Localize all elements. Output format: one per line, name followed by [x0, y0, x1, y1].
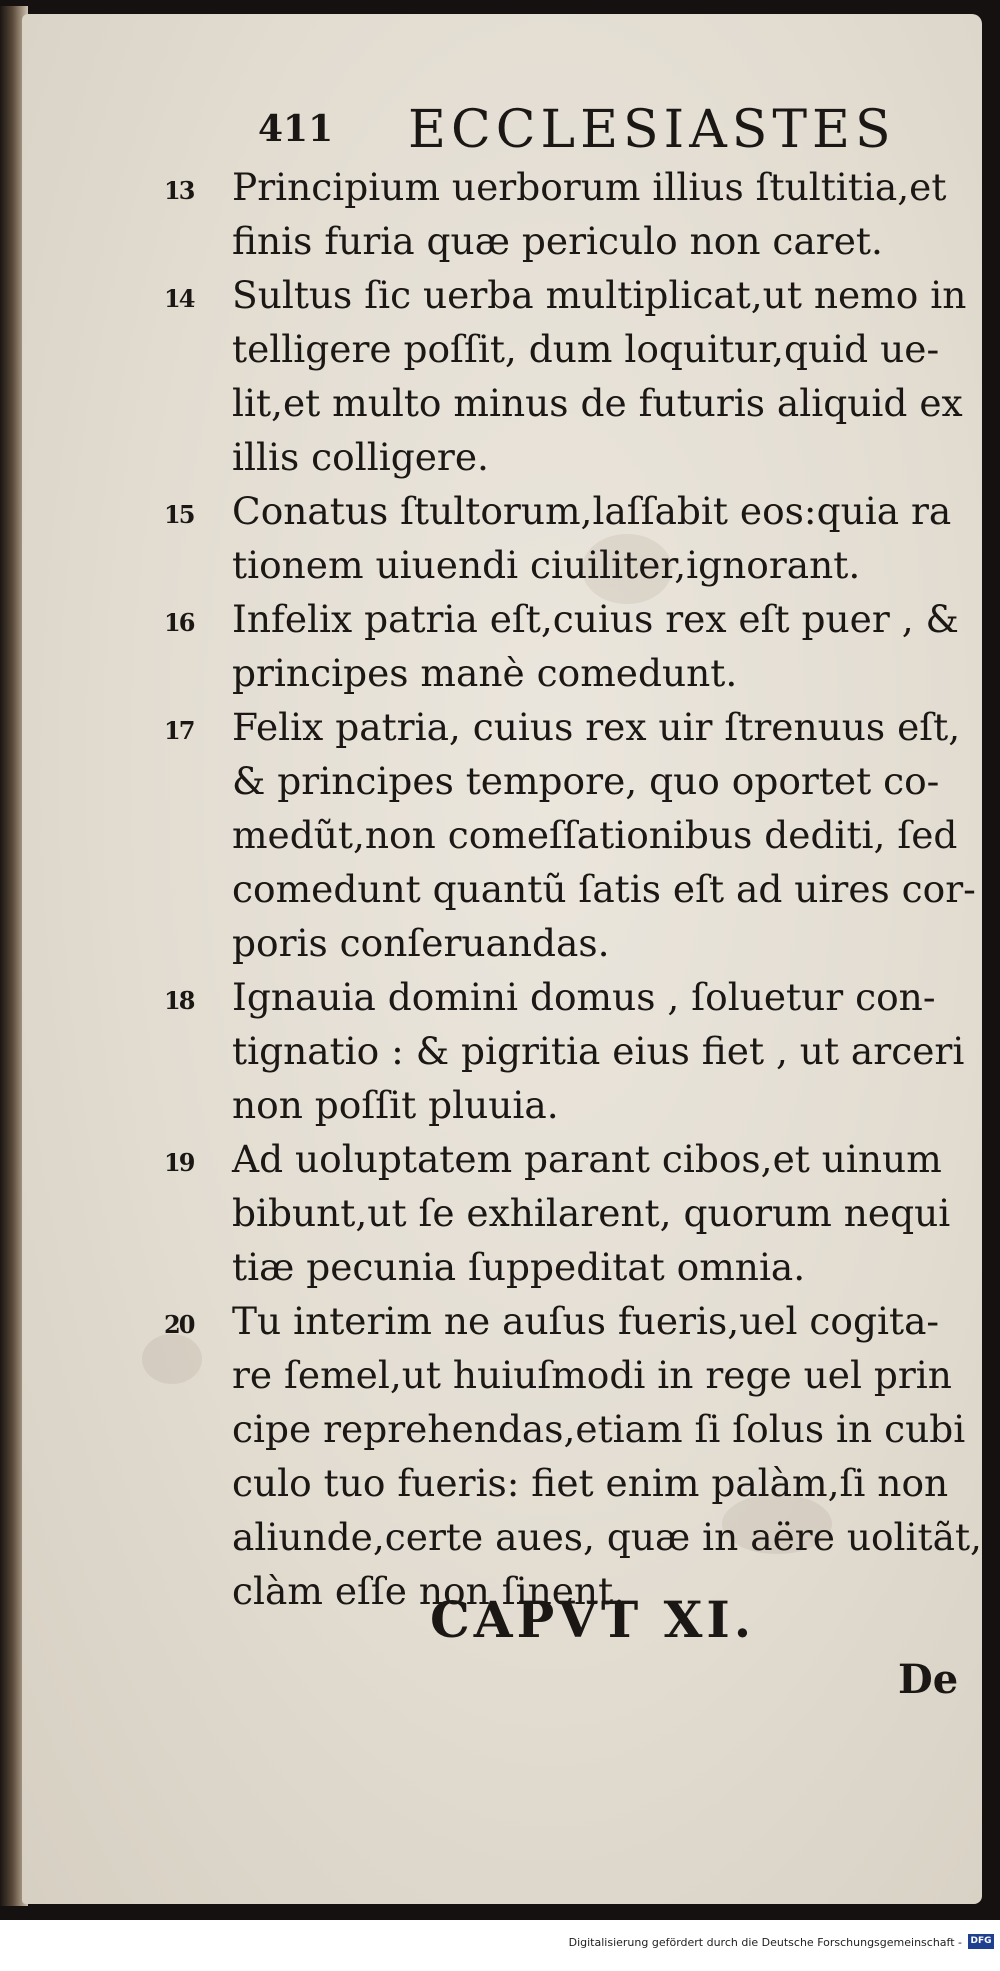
verse-line: Principium uerborum illius ſtultitia,et	[232, 165, 947, 209]
catchword: De	[898, 1656, 959, 1703]
verse-number: 19	[164, 1148, 194, 1177]
verse-number: 16	[164, 608, 194, 637]
verse-line: comedunt quantũ ſatis eſt ad uires cor-	[232, 867, 976, 911]
verse-line: tiæ pecunia ſuppeditat omnia.	[232, 1245, 806, 1289]
chapter-heading: CAPVT XI.	[430, 1590, 756, 1649]
verse-line: telligere poſſit, dum loquitur,quid ue-	[232, 327, 940, 371]
verse-number: 17	[164, 716, 194, 745]
verse-15	[164, 484, 960, 592]
verse-line: Sultus ſic uerba multiplicat,ut nemo in	[232, 273, 967, 317]
verse-line: Felix patria, cuius rex uir ſtrenuus eſt,	[232, 705, 961, 749]
verse-line: & principes tempore, quo oportet co-	[232, 759, 940, 803]
verse-line: Tu interim ne auſus fueris,uel cogita-	[232, 1299, 940, 1343]
verse-line: principes manè comedunt.	[232, 651, 738, 695]
page-number: 411	[258, 108, 334, 150]
verse-list	[164, 160, 982, 1618]
verse-number: 14	[164, 284, 194, 313]
verse-number: 13	[164, 176, 194, 205]
verse-number: 18	[164, 986, 194, 1015]
verse-line: tionem uiuendi ciuiliter,ignorant.	[232, 543, 861, 587]
dfg-logo-icon: DFG	[968, 1934, 994, 1949]
verse-number: 20	[164, 1310, 194, 1339]
verse-line: cipe reprehendas,etiam ſi ſolus in cubi	[232, 1407, 966, 1451]
verse-line: lit,et multo minus de futuris aliquid ex	[232, 381, 963, 425]
verse-line: Ignauia domini domus , ſoluetur con-	[232, 975, 936, 1019]
verse-line: poris conſeruandas.	[232, 921, 610, 965]
verse-13	[164, 160, 960, 268]
verse-line: re ſemel,ut huiuſmodi in rege uel prin	[232, 1353, 952, 1397]
verse-line: Infelix patria eſt,cuius rex eſt puer , &	[232, 597, 959, 641]
footer-bar	[0, 1920, 1000, 1971]
verse-line: bibunt,ut ſe exhilarent, quorum nequi	[232, 1191, 951, 1235]
verse-line: non poſſit pluuia.	[232, 1083, 559, 1127]
verse-line: Ad uoluptatem parant cibos,et uinum	[232, 1137, 942, 1181]
verse-line: finis furia quæ periculo non caret.	[232, 219, 883, 263]
footer-credit: Digitalisierung gefördert durch die Deutsche Forschungsgemeinschaft -	[568, 1936, 962, 1949]
verse-number: 15	[164, 500, 194, 529]
verse-line: Conatus ſtultorum,laſſabit eos:quia ra	[232, 489, 952, 533]
verse-line: medũt,non comeſſationibus dediti, ſed	[232, 813, 958, 857]
verse-20	[164, 1294, 982, 1618]
verse-14	[164, 268, 967, 484]
running-title: ECCLESIASTES	[408, 100, 896, 160]
verse-line: aliunde,certe aues, quæ in aëre uolitãt,	[232, 1515, 982, 1559]
verse-17	[164, 700, 976, 970]
verse-line: illis colligere.	[232, 435, 489, 479]
verse-line: culo tuo fueris: fiet enim palàm,ſi non	[232, 1461, 949, 1505]
page-header	[258, 100, 918, 160]
verse-18	[164, 970, 965, 1132]
verse-19	[164, 1132, 960, 1294]
verse-line: clàm eſſe non ſinent.	[232, 1569, 626, 1613]
verse-16	[164, 592, 960, 700]
verse-line: tignatio : & pigritia eius fiet , ut arceri	[232, 1029, 965, 1073]
